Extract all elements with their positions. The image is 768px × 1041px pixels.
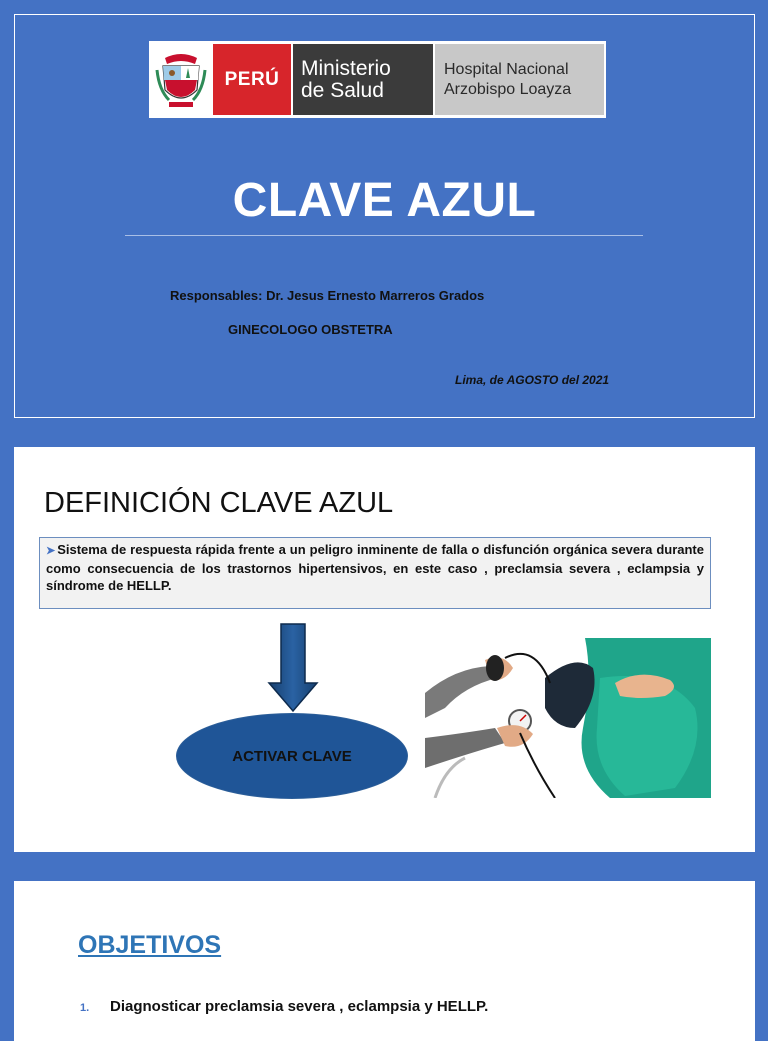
- objectives-slide: [14, 881, 755, 1041]
- hospital-name: [435, 44, 604, 115]
- peru-coat-of-arms-icon: [149, 41, 213, 118]
- date-text: Lima, de AGOSTO del 2021: [455, 373, 610, 387]
- objective-number: 1.: [80, 1002, 90, 1014]
- definition-box: [39, 537, 711, 609]
- definition-slide: [14, 447, 755, 852]
- title-slide: [14, 14, 755, 418]
- ministry-logo-banner: [149, 41, 606, 118]
- objective-text: Diagnosticar preclamsia severa , eclampsia y HELLP.: [110, 998, 489, 1015]
- bullet-arrow-icon: ➤: [46, 545, 56, 557]
- slide-title: CLAVE AZUL: [232, 174, 537, 227]
- peru-label: PERÚ: [213, 44, 291, 115]
- down-arrow-icon: [267, 623, 319, 713]
- objectives-title: OBJETIVOS: [78, 931, 222, 959]
- specialty-text: GINECOLOGO OBSTETRA: [228, 322, 393, 337]
- definition-text: Sistema de respuesta rápida frente a un peligro inminente de falla o disfunción orgánica severa durante como consecuencia de los trastornos hipertensivos, en este caso , preclamsia severa , eclampsia y síndrome de HELLP.: [46, 542, 704, 593]
- blood-pressure-photo: [425, 638, 711, 798]
- ministry-line2: de Salud: [301, 78, 384, 102]
- objective-item: [80, 998, 488, 1015]
- hospital-line1: Hospital Nacional: [444, 60, 569, 78]
- ministry-name: [293, 44, 433, 115]
- definition-title: DEFINICIÓN CLAVE AZUL: [44, 487, 394, 519]
- responsables-text: Responsables: Dr. Jesus Ernesto Marreros Grados: [170, 288, 485, 303]
- activar-clave-button[interactable]: ACTIVAR CLAVE: [176, 713, 408, 799]
- hospital-line2: Arzobispo Loayza: [444, 80, 572, 98]
- title-divider: [125, 235, 643, 236]
- ministry-line1: Ministerio: [301, 56, 391, 80]
- definition-paragraph: [46, 541, 704, 594]
